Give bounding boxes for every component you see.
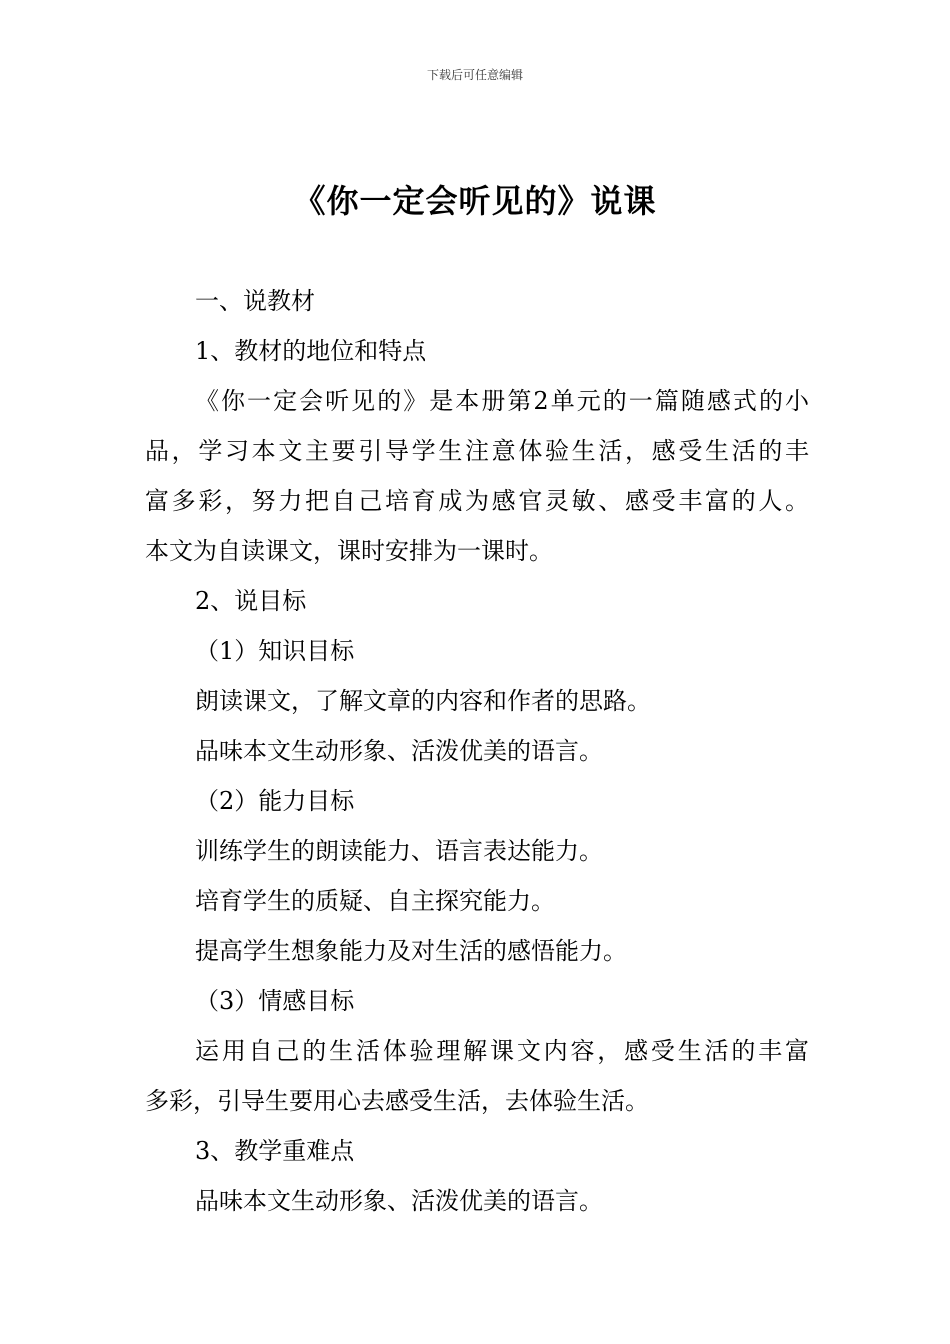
paragraph-line: 《你一定会听见的》是本册第2单元的一篇随感式的小 xyxy=(195,387,809,415)
subsection-heading: 3、教学重难点 xyxy=(195,1137,355,1165)
paragraph-line: 品，学习本文主要引导学生注意体验生活，感受生活的丰 xyxy=(145,437,809,465)
document-title: 《你一定会听见的》说课 xyxy=(293,182,657,220)
paragraph-line: 培育学生的质疑、自主探究能力。 xyxy=(195,887,555,915)
objective-heading: （2）能力目标 xyxy=(195,787,355,815)
paragraph-line: 运用自己的生活体验理解课文内容，感受生活的丰富 xyxy=(195,1037,809,1065)
paragraph-line: 本文为自读课文，课时安排为一课时。 xyxy=(145,537,553,565)
paragraph-line: 富多彩，努力把自己培育成为感官灵敏、感受丰富的人。 xyxy=(145,487,809,515)
section-heading: 一、说教材 xyxy=(195,287,315,315)
paragraph-line: 多彩，引导生要用心去感受生活，去体验生活。 xyxy=(145,1087,649,1115)
page-header-note: 下载后可任意编辑 xyxy=(426,68,523,82)
paragraph-line: 朗读课文，了解文章的内容和作者的思路。 xyxy=(195,687,651,715)
paragraph-line: 提高学生想象能力及对生活的感悟能力。 xyxy=(195,937,627,965)
subsection-heading: 2、说目标 xyxy=(195,587,307,615)
paragraph-line: 训练学生的朗读能力、语言表达能力。 xyxy=(195,837,603,865)
subsection-heading: 1、教材的地位和特点 xyxy=(195,337,427,365)
paragraph-line: 品味本文生动形象、活泼优美的语言。 xyxy=(195,1187,603,1215)
objective-heading: （1）知识目标 xyxy=(195,637,355,665)
document-body xyxy=(145,276,809,1226)
paragraph-line: 品味本文生动形象、活泼优美的语言。 xyxy=(195,737,603,765)
objective-heading: （3）情感目标 xyxy=(195,987,355,1015)
